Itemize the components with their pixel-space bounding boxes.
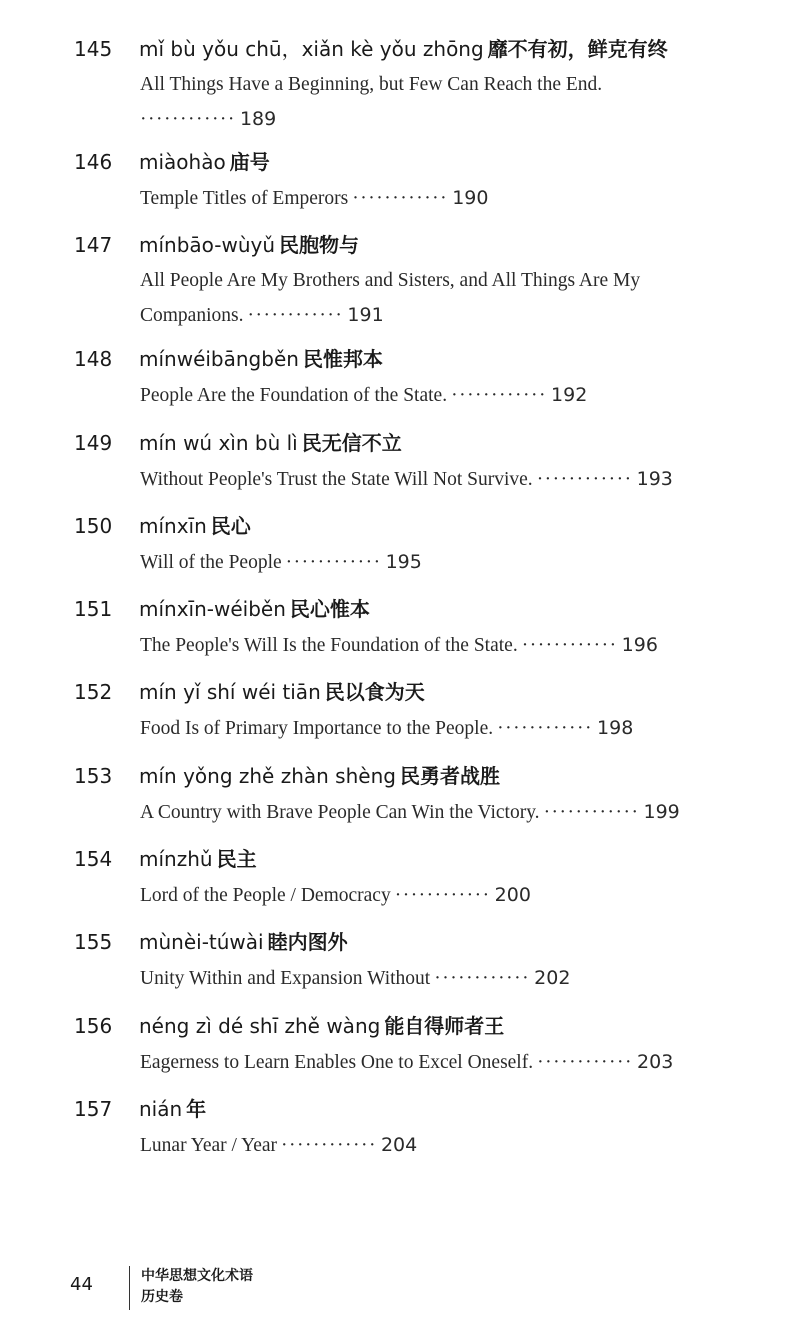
entry-heading [139, 679, 425, 705]
entry-heading [139, 929, 348, 955]
entry-translation-text: Without People's Trust the State Will Not Survive. [140, 469, 533, 490]
entry-heading [139, 36, 668, 62]
dot-leader: ············ [521, 635, 618, 656]
entry-translation-text: Unity Within and Expansion Without [140, 968, 431, 989]
entry-pinyin: mínxīn-wéiběn [139, 597, 286, 621]
entry-number: 153 [74, 764, 113, 788]
entry-translation-text: Food Is of Primary Importance to the People. [140, 718, 494, 739]
entry-page-link[interactable]: 189 [239, 108, 277, 130]
entry-hanzi: 庙号 [229, 150, 270, 174]
entry-heading [139, 763, 500, 789]
entry-translation [140, 462, 740, 497]
dot-leader: ············ [352, 188, 449, 209]
entry-page-link[interactable]: 202 [534, 967, 571, 989]
entry-pinyin: mín wú xìn bù lì [139, 431, 298, 455]
entry-number: 149 [74, 431, 113, 455]
entry-translation-text: All People Are My Brothers and Sisters, and All Things Are My Companions. [140, 270, 641, 326]
entry-heading [139, 846, 257, 872]
entry-number: 150 [74, 514, 113, 538]
entry-number: 147 [74, 233, 113, 257]
entry-translation [140, 878, 740, 913]
entry-number: 155 [74, 930, 113, 954]
entry-pinyin: mín yǐ shí wéi tiān [139, 680, 321, 704]
entry-number: 157 [74, 1097, 113, 1121]
entry-pinyin: miàohào [139, 150, 226, 174]
entry-translation-text: Temple Titles of Emperors [140, 188, 349, 209]
dot-leader: ············ [394, 885, 491, 906]
entry-number: 146 [74, 150, 113, 174]
entry-pinyin: mínxīn [139, 514, 207, 538]
entry-translation-text: All Things Have a Beginning, but Few Can Reach the End. [140, 74, 603, 95]
entry-hanzi: 民惟邦本 [302, 347, 383, 371]
entry-heading [139, 513, 251, 539]
entry-number: 154 [74, 847, 113, 871]
entry-page-link[interactable]: 203 [637, 1051, 674, 1073]
dot-leader: ············ [434, 968, 531, 989]
entry-translation [140, 68, 740, 137]
footer-page-number: 44 [70, 1274, 93, 1295]
dot-leader: ············ [537, 1052, 634, 1073]
entry-number: 145 [74, 37, 113, 61]
entry-pinyin: mínwéibāngběn [139, 347, 299, 371]
footer-series-title: 中华思想文化术语 [141, 1268, 253, 1284]
entry-number: 148 [74, 347, 113, 371]
entry-pinyin: mùnèi-túwài [139, 930, 264, 954]
entry-hanzi: 民无信不立 [301, 431, 402, 455]
entry-translation [140, 378, 740, 413]
dot-leader: ············ [543, 802, 640, 823]
entry-page-link[interactable]: 195 [385, 551, 422, 573]
entry-heading [139, 596, 370, 622]
entry-pinyin: mín yǒng zhě zhàn shèng [139, 764, 396, 788]
entry-hanzi: 民以食为天 [324, 680, 425, 704]
entry-page-link[interactable]: 198 [597, 717, 634, 739]
entry-heading [139, 346, 383, 372]
entry-heading [139, 149, 270, 175]
entry-translation [140, 628, 740, 663]
entry-translation-text: A Country with Brave People Can Win the Victory. [140, 802, 540, 823]
dot-leader: ············ [497, 718, 594, 739]
entry-page-link[interactable]: 191 [347, 304, 384, 326]
entry-number: 152 [74, 680, 113, 704]
entry-heading [139, 1096, 206, 1122]
entry-translation-text: Will of the People [140, 552, 282, 573]
entry-translation-text: Lord of the People / Democracy [140, 885, 391, 906]
dot-leader: ············ [451, 385, 548, 406]
entry-translation-text: Lunar Year / Year [140, 1135, 278, 1156]
entry-page-link[interactable]: 192 [551, 384, 588, 406]
entry-translation-text: Eagerness to Learn Enables One to Excel Oneself. [140, 1052, 534, 1073]
entry-number: 151 [74, 597, 113, 621]
entry-number: 156 [74, 1014, 113, 1038]
entry-heading [139, 430, 402, 456]
entry-translation-text: People Are the Foundation of the State. [140, 385, 448, 406]
entry-hanzi: 民勇者战胜 [399, 764, 500, 788]
entry-translation [140, 711, 740, 746]
dot-leader: ············ [247, 305, 344, 326]
entry-heading [139, 232, 359, 258]
footer-divider [129, 1266, 130, 1310]
dot-leader: ············ [285, 552, 382, 573]
dot-leader: ············ [536, 469, 633, 490]
entry-hanzi: 年 [186, 1097, 207, 1121]
entry-page-link[interactable]: 193 [636, 468, 673, 490]
entry-translation [140, 961, 740, 996]
entry-page-link[interactable]: 196 [621, 634, 658, 656]
dot-leader: ············ [140, 109, 236, 130]
entry-page-link[interactable]: 199 [643, 801, 680, 823]
entry-pinyin: nián [139, 1097, 183, 1121]
entry-pinyin: mínbāo-wùyǔ [139, 233, 276, 257]
entry-hanzi: 靡不有初，鲜克有终 [487, 37, 668, 61]
entry-pinyin: néng zì dé shī zhě wàng [139, 1014, 381, 1038]
entry-hanzi: 民胞物与 [279, 233, 360, 257]
entry-translation [140, 181, 740, 216]
entry-heading [139, 1013, 504, 1039]
entry-hanzi: 能自得师者王 [384, 1014, 505, 1038]
entry-translation [140, 264, 700, 333]
entry-hanzi: 睦内图外 [267, 930, 348, 954]
entry-hanzi: 民主 [216, 847, 257, 871]
entry-translation [140, 1045, 740, 1080]
entry-page-link[interactable]: 200 [494, 884, 531, 906]
entry-hanzi: 民心惟本 [289, 597, 370, 621]
entry-pinyin: mínzhǔ [139, 847, 213, 871]
entry-page-link[interactable]: 190 [452, 187, 489, 209]
entry-hanzi: 民心 [210, 514, 251, 538]
entry-pinyin: mǐ bù yǒu chū，xiǎn kè yǒu zhōng [139, 37, 484, 61]
entry-translation [140, 545, 740, 580]
entry-translation-text: The People's Will Is the Foundation of the State. [140, 635, 518, 656]
page-footer [0, 1262, 799, 1312]
footer-volume-title: 历史卷 [141, 1289, 183, 1305]
entry-translation [140, 795, 740, 830]
dot-leader: ············ [281, 1135, 377, 1156]
entry-page-link[interactable]: 204 [380, 1134, 418, 1156]
entry-translation [140, 1128, 740, 1163]
